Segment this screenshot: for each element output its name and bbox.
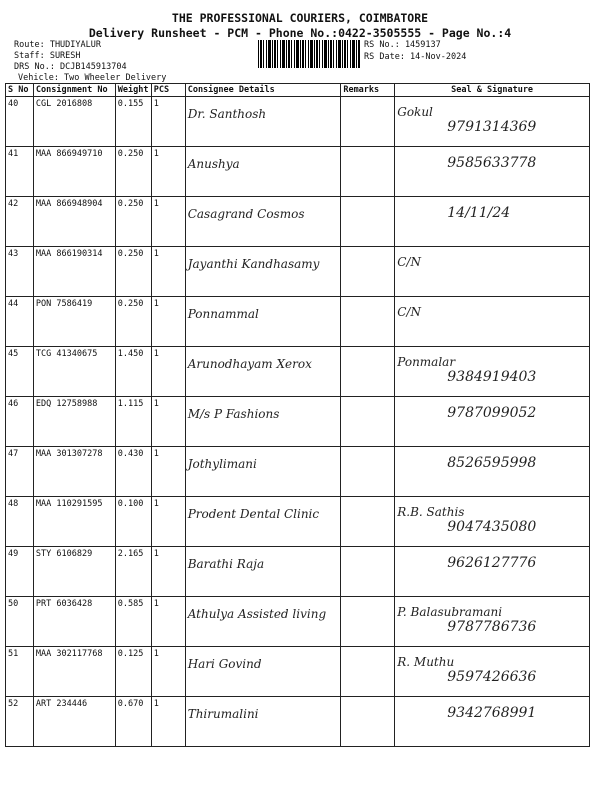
cell-seal-signature bbox=[395, 697, 590, 747]
col-header-consignment: Consignment No bbox=[33, 84, 115, 97]
cell-consignment-no: MAA 301307278 bbox=[33, 447, 115, 497]
cell-sno: 50 bbox=[6, 597, 34, 647]
cell-pcs: 1 bbox=[151, 497, 185, 547]
cell-remarks bbox=[341, 647, 395, 697]
cell-consignee-handwritten: Dr. Santhosh bbox=[185, 97, 341, 147]
cell-consignee-handwritten: Anushya bbox=[185, 147, 341, 197]
cell-sno: 44 bbox=[6, 297, 34, 347]
table-row bbox=[6, 697, 590, 747]
cell-seal-signature bbox=[395, 547, 590, 597]
signature-name: Ponmalar bbox=[397, 355, 456, 369]
cell-consignee-handwritten: Barathi Raja bbox=[185, 547, 341, 597]
cell-weight: 0.125 bbox=[115, 647, 151, 697]
cell-remarks bbox=[341, 397, 395, 447]
cell-seal-signature bbox=[395, 597, 590, 647]
cell-remarks bbox=[341, 497, 395, 547]
cell-seal-signature bbox=[395, 397, 590, 447]
cell-pcs: 1 bbox=[151, 647, 185, 697]
cell-pcs: 1 bbox=[151, 447, 185, 497]
cell-pcs: 1 bbox=[151, 547, 185, 597]
cell-weight: 0.100 bbox=[115, 497, 151, 547]
table-row bbox=[6, 647, 590, 697]
cell-weight: 0.250 bbox=[115, 197, 151, 247]
table-row bbox=[6, 597, 590, 647]
cell-seal-signature bbox=[395, 647, 590, 697]
table-row bbox=[6, 97, 590, 147]
cell-remarks bbox=[341, 597, 395, 647]
barcode bbox=[258, 40, 360, 68]
signature-phone: 9342768991 bbox=[447, 705, 537, 721]
signature-phone: 14/11/24 bbox=[447, 205, 511, 221]
signature-name: C/N bbox=[397, 255, 421, 269]
signature-name: P. Balasubramani bbox=[397, 605, 503, 619]
cell-consignee-handwritten: Thirumalini bbox=[185, 697, 341, 747]
cell-sno: 52 bbox=[6, 697, 34, 747]
col-header-consignee: Consignee Details bbox=[185, 84, 341, 97]
cell-weight: 0.155 bbox=[115, 97, 151, 147]
cell-consignment-no: MAA 866190314 bbox=[33, 247, 115, 297]
cell-pcs: 1 bbox=[151, 347, 185, 397]
cell-remarks bbox=[341, 447, 395, 497]
cell-weight: 0.250 bbox=[115, 297, 151, 347]
signature-phone: 9597426636 bbox=[447, 669, 537, 685]
cell-weight: 0.430 bbox=[115, 447, 151, 497]
cell-consignment-no: PRT 6036428 bbox=[33, 597, 115, 647]
col-header-signature: Seal & Signature bbox=[395, 84, 590, 97]
cell-pcs: 1 bbox=[151, 397, 185, 447]
cell-pcs: 1 bbox=[151, 147, 185, 197]
cell-consignment-no: MAA 866949710 bbox=[33, 147, 115, 197]
drs-number: DRS No.: DCJB145913704 bbox=[14, 62, 127, 72]
signature-phone: 9791314369 bbox=[447, 119, 537, 135]
cell-pcs: 1 bbox=[151, 197, 185, 247]
cell-consignee-handwritten: Ponnammal bbox=[185, 297, 341, 347]
table-row bbox=[6, 447, 590, 497]
cell-remarks bbox=[341, 347, 395, 397]
cell-seal-signature bbox=[395, 97, 590, 147]
cell-pcs: 1 bbox=[151, 697, 185, 747]
cell-consignment-no: MAA 302117768 bbox=[33, 647, 115, 697]
col-header-remarks: Remarks bbox=[341, 84, 395, 97]
cell-sno: 49 bbox=[6, 547, 34, 597]
table-row bbox=[6, 347, 590, 397]
cell-sno: 45 bbox=[6, 347, 34, 397]
cell-seal-signature bbox=[395, 497, 590, 547]
cell-sno: 43 bbox=[6, 247, 34, 297]
cell-consignment-no: TCG 41340675 bbox=[33, 347, 115, 397]
cell-seal-signature bbox=[395, 297, 590, 347]
col-header-sno: S No bbox=[6, 84, 34, 97]
cell-pcs: 1 bbox=[151, 597, 185, 647]
cell-sno: 48 bbox=[6, 497, 34, 547]
cell-remarks bbox=[341, 547, 395, 597]
table-row bbox=[6, 147, 590, 197]
cell-weight: 0.585 bbox=[115, 597, 151, 647]
table-header-row bbox=[6, 84, 590, 97]
cell-weight: 1.115 bbox=[115, 397, 151, 447]
cell-consignee-handwritten: Jothylimani bbox=[185, 447, 341, 497]
cell-sno: 47 bbox=[6, 447, 34, 497]
cell-weight: 0.250 bbox=[115, 247, 151, 297]
signature-phone: 9047435080 bbox=[447, 519, 537, 535]
route-label: Route: THUDIYALUR bbox=[14, 40, 101, 50]
signature-name: R.B. Sathis bbox=[397, 505, 465, 519]
cell-sno: 41 bbox=[6, 147, 34, 197]
cell-consignment-no: PON 7586419 bbox=[33, 297, 115, 347]
cell-remarks bbox=[341, 197, 395, 247]
cell-consignee-handwritten: Arunodhayam Xerox bbox=[185, 347, 341, 397]
cell-consignee-handwritten: Jayanthi Kandhasamy bbox=[185, 247, 341, 297]
cell-weight: 1.450 bbox=[115, 347, 151, 397]
signature-phone: 8526595998 bbox=[447, 455, 537, 471]
rs-date: RS Date: 14-Nov-2024 bbox=[364, 52, 467, 62]
signature-phone: 9626127776 bbox=[447, 555, 537, 571]
table-row bbox=[6, 297, 590, 347]
cell-consignment-no: STY 6106829 bbox=[33, 547, 115, 597]
signature-name: Gokul bbox=[397, 105, 433, 119]
signature-phone: 9585633778 bbox=[447, 155, 537, 171]
signature-phone: 9787099052 bbox=[447, 405, 537, 421]
cell-seal-signature bbox=[395, 147, 590, 197]
cell-seal-signature bbox=[395, 197, 590, 247]
table-row bbox=[6, 497, 590, 547]
cell-consignee-handwritten: Prodent Dental Clinic bbox=[185, 497, 341, 547]
cell-remarks bbox=[341, 697, 395, 747]
col-header-weight: Weight bbox=[115, 84, 151, 97]
cell-consignment-no: CGL 2016808 bbox=[33, 97, 115, 147]
runsheet-table bbox=[5, 83, 590, 747]
signature-name: R. Muthu bbox=[397, 655, 455, 669]
cell-weight: 0.670 bbox=[115, 697, 151, 747]
cell-seal-signature bbox=[395, 247, 590, 297]
cell-seal-signature bbox=[395, 347, 590, 397]
cell-remarks bbox=[341, 147, 395, 197]
cell-remarks bbox=[341, 247, 395, 297]
cell-weight: 2.165 bbox=[115, 547, 151, 597]
cell-consignment-no: MAA 110291595 bbox=[33, 497, 115, 547]
cell-pcs: 1 bbox=[151, 247, 185, 297]
table-row bbox=[6, 247, 590, 297]
runsheet-subtitle: Delivery Runsheet - PCM - Phone No.:0422-3505555 - Page No.:4 bbox=[88, 26, 512, 40]
table-row bbox=[6, 547, 590, 597]
cell-pcs: 1 bbox=[151, 297, 185, 347]
cell-consignee-handwritten: Hari Govind bbox=[185, 647, 341, 697]
col-header-pcs: PCS bbox=[151, 84, 185, 97]
cell-consignee-handwritten: Athulya Assisted living bbox=[185, 597, 341, 647]
cell-sno: 40 bbox=[6, 97, 34, 147]
cell-weight: 0.250 bbox=[115, 147, 151, 197]
cell-sno: 51 bbox=[6, 647, 34, 697]
cell-remarks bbox=[341, 97, 395, 147]
cell-seal-signature bbox=[395, 447, 590, 497]
signature-name: C/N bbox=[397, 305, 421, 319]
cell-pcs: 1 bbox=[151, 97, 185, 147]
cell-consignment-no: MAA 866948904 bbox=[33, 197, 115, 247]
cell-remarks bbox=[341, 297, 395, 347]
cell-consignee-handwritten: M/s P Fashions bbox=[185, 397, 341, 447]
table-row bbox=[6, 197, 590, 247]
cell-consignment-no: EDQ 12758988 bbox=[33, 397, 115, 447]
runsheet-title: THE PROFESSIONAL COURIERS, COIMBATORE bbox=[171, 11, 429, 25]
vehicle-label: Vehicle: Two Wheeler Delivery bbox=[18, 73, 167, 83]
cell-sno: 42 bbox=[6, 197, 34, 247]
table-row bbox=[6, 397, 590, 447]
rs-number: RS No.: 1459137 bbox=[364, 40, 441, 50]
cell-sno: 46 bbox=[6, 397, 34, 447]
staff-label: Staff: SURESH bbox=[14, 51, 81, 61]
signature-phone: 9384919403 bbox=[447, 369, 537, 385]
signature-phone: 9787786736 bbox=[447, 619, 537, 635]
cell-consignee-handwritten: Casagrand Cosmos bbox=[185, 197, 341, 247]
cell-consignment-no: ART 234446 bbox=[33, 697, 115, 747]
